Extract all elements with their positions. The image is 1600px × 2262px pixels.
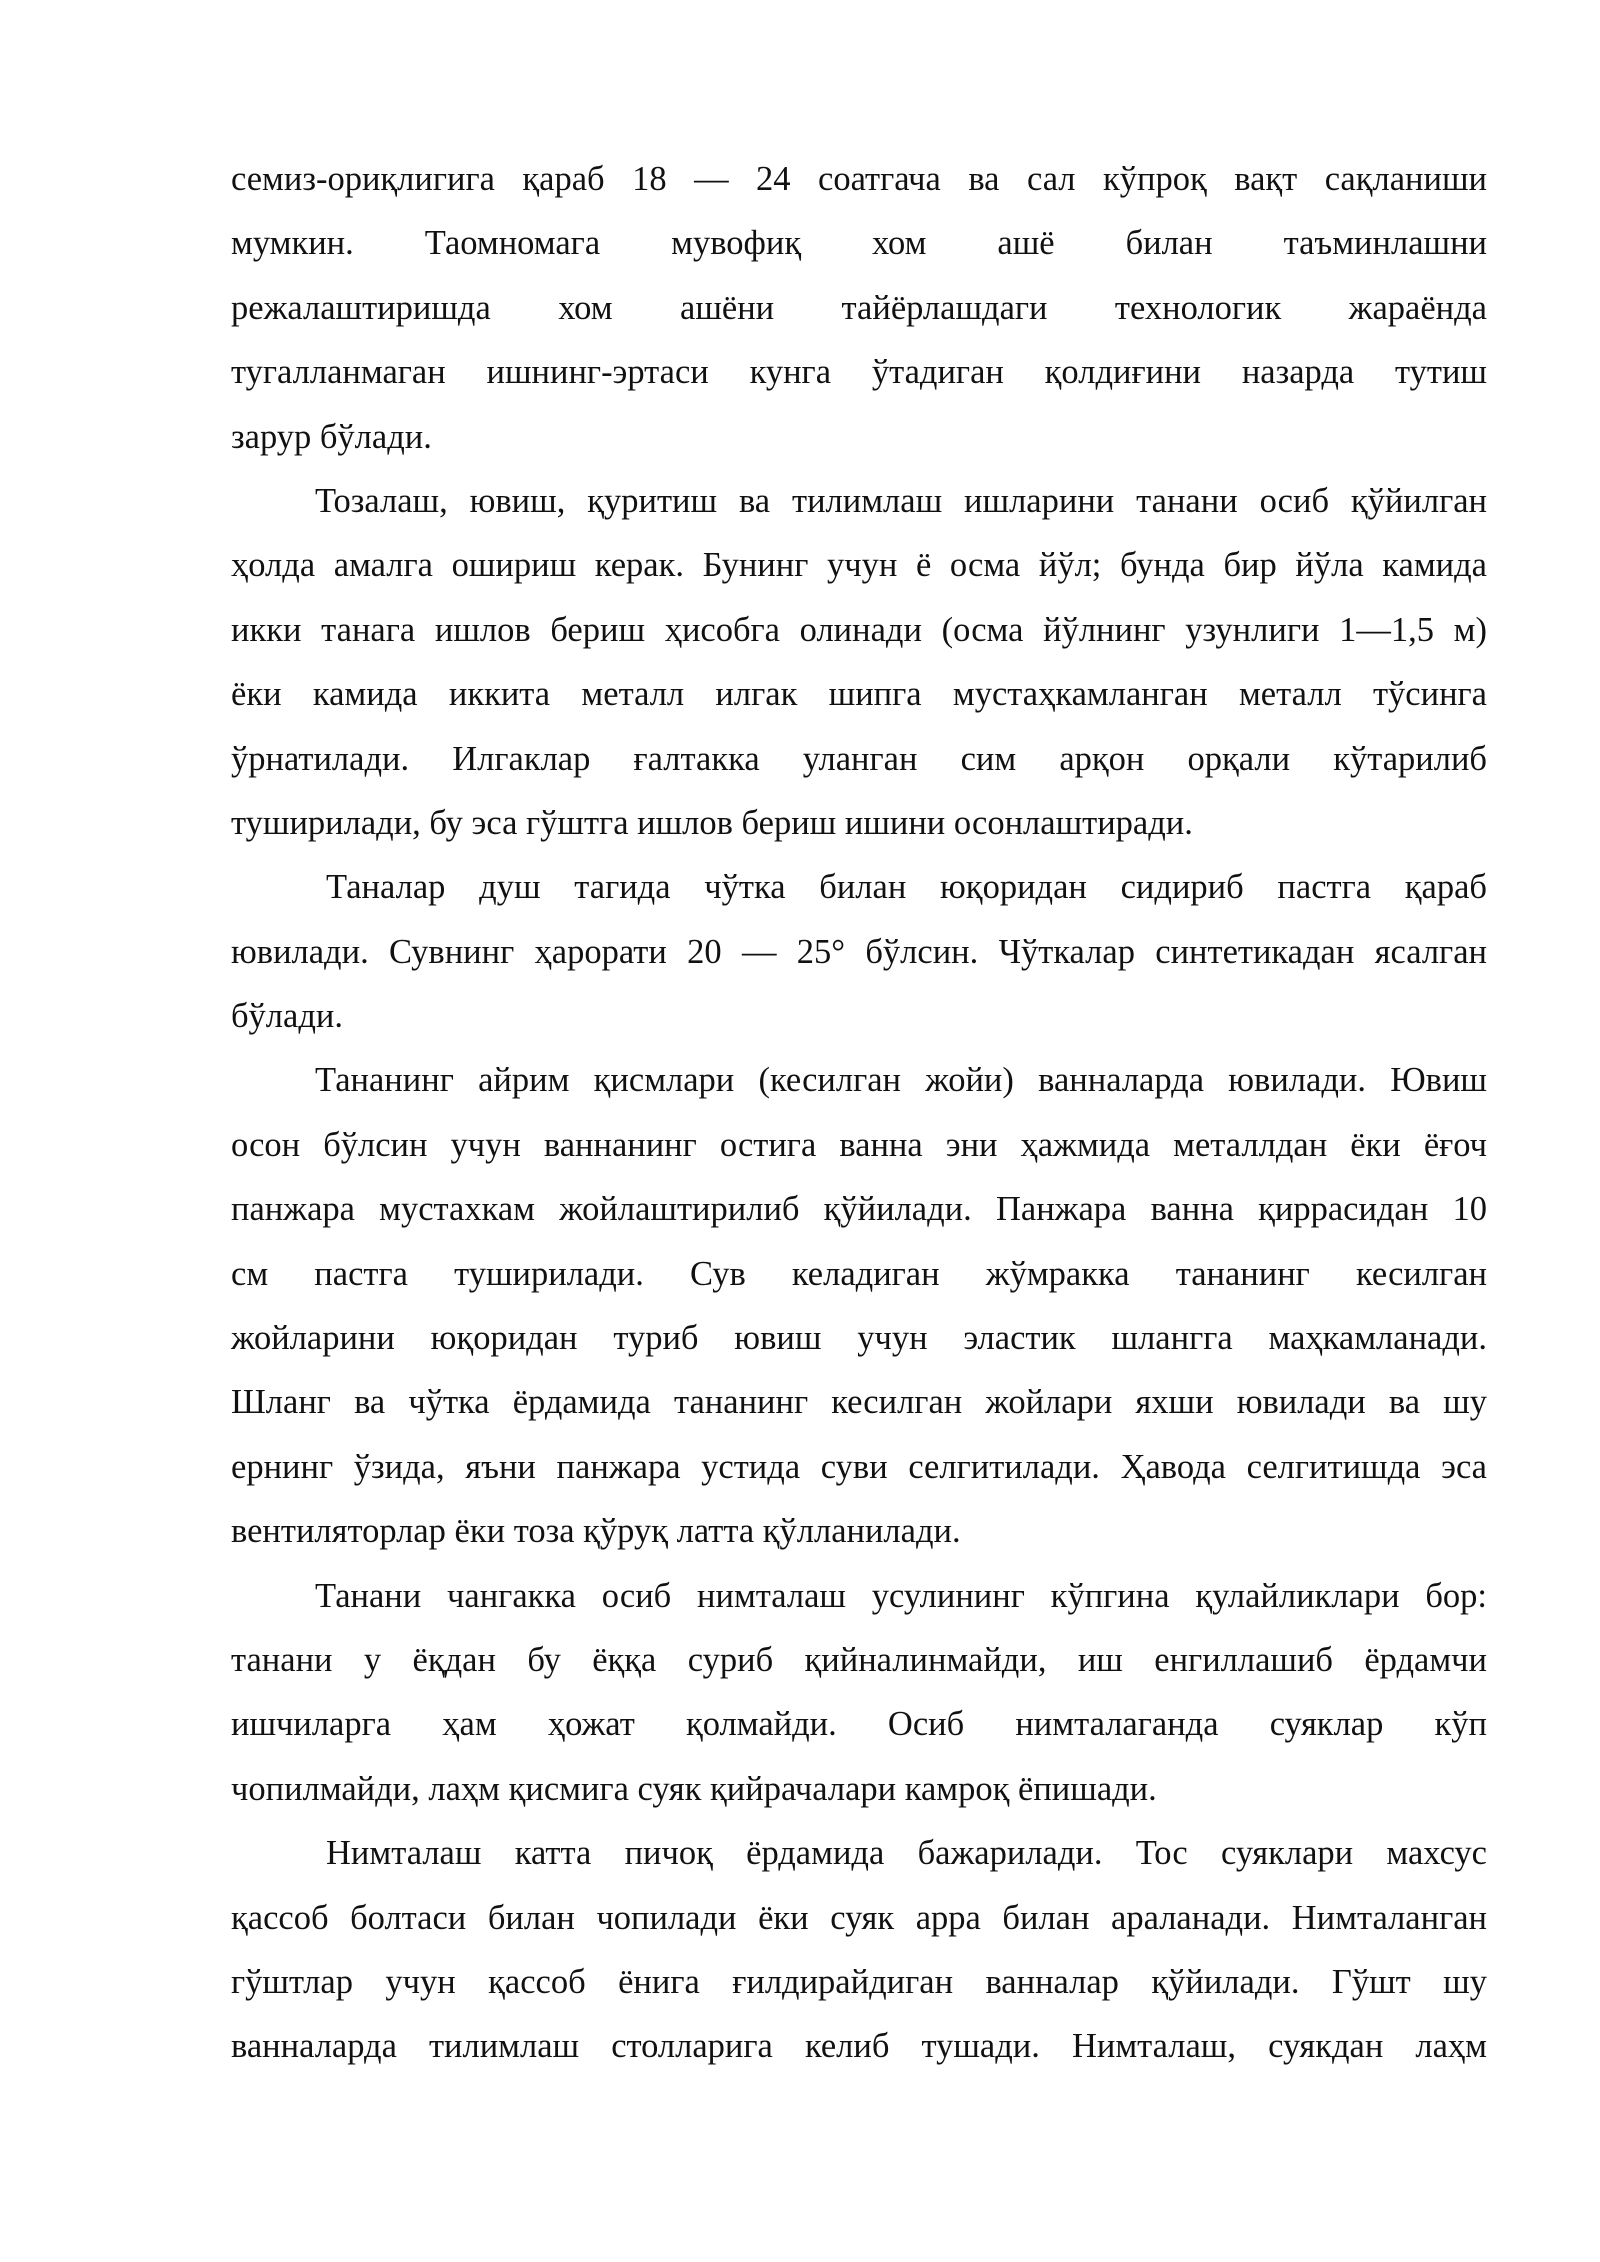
paragraph-3 [231, 855, 1487, 1048]
text-line: ванналарда тилимлаш столларига келиб тушади. Нимталаш, суякдан лаҳм [231, 2027, 1487, 2066]
text-line: Танани чангакка осиб нимталаш усулининг кўпгина қулайликлари бор: [315, 1576, 1487, 1615]
text-line: туширилади, бу эса гўштга ишлов бериш ишини осонлаштиради. [231, 803, 1193, 842]
text-line: гўштлар учун қассоб ёнига ғилдирайдиган ванналар қўйилади. Гўшт шу [231, 1962, 1487, 2001]
text-line: Таналар душ тагида чўтка билан юқоридан сидириб пастга қараб [326, 868, 1487, 907]
document-body [231, 147, 1487, 2079]
text-line: жойларини юқоридан туриб ювиш учун эластик шлангга маҳкамланади. [231, 1319, 1487, 1358]
text-line: семиз-ориқлигига қараб 18 — 24 соатгача ва сал кўпроқ вақт сақланиши [231, 160, 1487, 198]
text-line: ўрнатилади. Илгаклар ғалтакка уланган сим арқон орқали кўтарилиб [231, 739, 1487, 778]
paragraph-5 [231, 1564, 1487, 1822]
text-line: зарур бўлади. [231, 417, 432, 456]
text-line: чопилмайди, лаҳм қисмига суяк қийрачалари камроқ ёпишади. [231, 1769, 1157, 1808]
text-line: Тананинг айрим қисмлари (кесилган жойи) ванналарда ювилади. Ювиш [315, 1061, 1487, 1100]
text-line: ишчиларга ҳам ҳожат қолмайди. Осиб нимталаганда суяклар кўп [231, 1705, 1487, 1744]
text-line: режалаштиришда хом ашёни тайёрлашдаги технологик жараёнда [231, 288, 1487, 327]
text-line: тугалланмаган ишнинг-эртаси кунга ўтадиган қолдиғини назарда тутиш [231, 353, 1487, 392]
text-line: бўлади. [231, 997, 343, 1036]
text-line: ёки камида иккита металл илгак шипга мустаҳкамланган металл тўсинга [231, 675, 1487, 714]
text-line: см пастга туширилади. Сув келадиган жўмракка тананинг кесилган [231, 1254, 1487, 1293]
text-line: Нимталаш катта пичоқ ёрдамида бажарилади. Тос суяклари махсус [326, 1834, 1487, 1873]
text-line: ернинг ўзида, яъни панжара устида суви селгитилади. Ҳавода селгитишда эса [231, 1447, 1487, 1486]
text-line: қассоб болтаси билан чопилади ёки суяк арра билан араланади. Нимталанган [231, 1898, 1487, 1937]
text-line: осон бўлсин учун ваннанинг остига ванна эни ҳажмида металлдан ёки ёғоч [231, 1125, 1487, 1164]
text-line: Шланг ва чўтка ёрдамида тананинг кесилган жойлари яхши ювилади ва шу [231, 1383, 1487, 1422]
text-line: ҳолда амалга ошириш керак. Бунинг учун ё осма йўл; бунда бир йўла камида [231, 546, 1487, 585]
text-line: мумкин. Таомномага мувофиқ хом ашё билан таъминлашни [231, 224, 1487, 263]
text-line: вентиляторлар ёки тоза қўруқ латта қўлланилади. [231, 1512, 961, 1551]
paragraph-1 [231, 147, 1487, 469]
text-line: Тозалаш, ювиш, қуритиш ва тилимлаш ишларини танани осиб қўйилган [315, 481, 1487, 520]
text-line: икки танага ишлов бериш ҳисобга олинади (осма йўлнинг узунлиги 1—1,5 м) [231, 610, 1487, 649]
paragraph-2 [231, 469, 1487, 855]
text-line: танани у ёқдан бу ёққа суриб қийналинмайди, иш енгиллашиб ёрдамчи [231, 1640, 1487, 1679]
paragraph-6 [231, 1821, 1487, 2079]
text-line: панжара мустахкам жойлаштирилиб қўйилади. Панжара ванна қиррасидан 10 [231, 1190, 1487, 1229]
paragraph-4 [231, 1048, 1487, 1563]
text-line: ювилади. Сувнинг ҳарорати 20 — 25° бўлсин. Чўткалар синтетикадан ясалган [231, 932, 1487, 971]
